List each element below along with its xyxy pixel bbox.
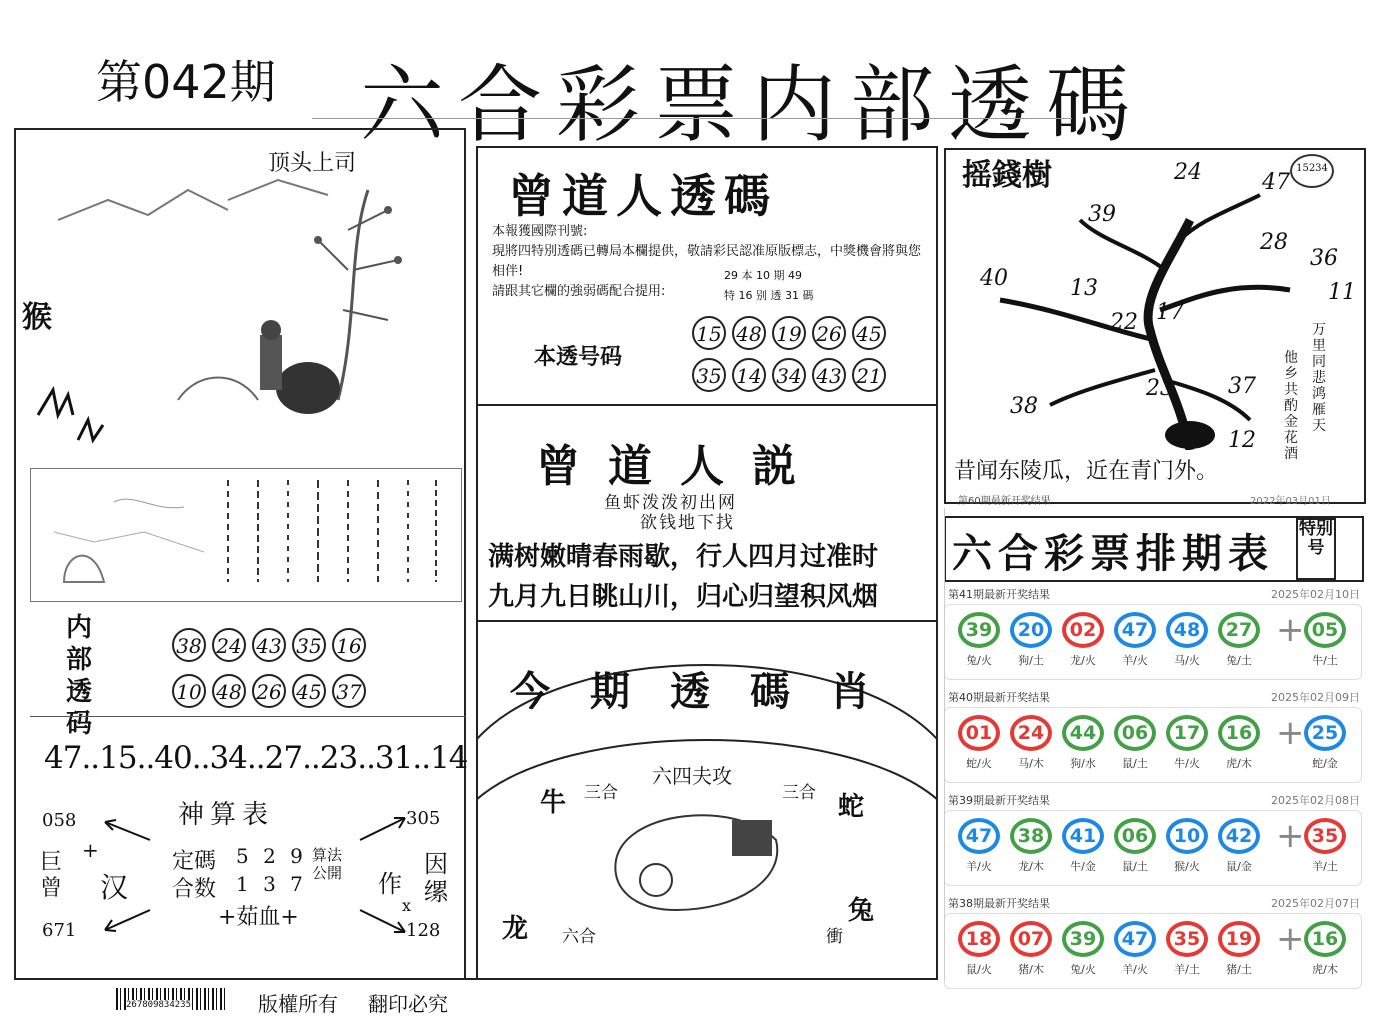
dingma-label: 定碼	[172, 849, 217, 874]
left-mid-char: 汉	[100, 871, 129, 904]
lottery-ball: 24	[1010, 715, 1052, 751]
benqi-num: 15	[692, 316, 726, 350]
cdr-text-3: 請跟其它欄的強弱碼配合提用:	[492, 284, 666, 299]
ball-zodiac: 狗/土	[1018, 654, 1044, 667]
nbtm-num: 26	[252, 674, 286, 708]
ball-zodiac: 羊/火	[966, 860, 992, 873]
lottery-ball: 27	[1218, 612, 1260, 648]
lottery-ball: 01	[958, 715, 1000, 751]
benqi-num: 21	[852, 358, 886, 392]
tree-number: 22	[1110, 310, 1138, 335]
shensuan-title: 神算表	[178, 800, 275, 830]
ball-zodiac: 虎/木	[1226, 757, 1252, 770]
grid-cell: 10	[756, 269, 770, 282]
plus-icon: +	[1276, 610, 1305, 650]
zodiac-niu: 牛	[540, 788, 567, 818]
lottery-ball: 16	[1218, 715, 1260, 751]
nbtm-num: 16	[332, 628, 366, 662]
say-title: 曾道人説	[536, 441, 824, 492]
nbtm-num: 45	[292, 674, 326, 708]
lottery-ball: 18	[958, 921, 1000, 957]
ball-zodiac: 羊/土	[1174, 963, 1200, 976]
grid-cell: 特	[724, 289, 735, 302]
ball-zodiac: 蛇/火	[966, 757, 992, 770]
grid-cell: 本	[741, 269, 753, 282]
cdr-notice	[492, 222, 922, 302]
side-poem-2: 他乡共酌金花酒	[1284, 350, 1298, 462]
special-ball: 25	[1304, 715, 1346, 751]
lottery-ball: 41	[1062, 818, 1104, 854]
tree-number: 23	[1146, 376, 1174, 401]
lottery-ball: 47	[1114, 921, 1156, 957]
draw-header	[948, 689, 1360, 705]
lottery-ball: 10	[1166, 818, 1208, 854]
grid-cell: 别	[756, 289, 767, 302]
grid-cell: 透	[770, 289, 782, 302]
ball-zodiac: 羊/土	[1312, 860, 1338, 873]
zodiac-side: 猴	[22, 300, 52, 335]
ball-zodiac: 虎/木	[1312, 963, 1338, 976]
no-copy: 翻印必究	[368, 992, 448, 1016]
tree-number: 12	[1228, 428, 1256, 453]
benqi-num: 45	[852, 316, 886, 350]
poem-line-2: 九月九日眺山川，归心归望积风烟	[488, 582, 879, 612]
heshu-values: 1 3 7	[236, 872, 307, 896]
ball-zodiac: 鼠/土	[1122, 757, 1148, 770]
benqi-num: 43	[812, 358, 846, 392]
benqi-num: 34	[772, 358, 806, 392]
lottery-ball: 35	[1166, 921, 1208, 957]
small-grid	[724, 266, 854, 306]
vertical-script	[214, 472, 458, 596]
copyright: 版權所有	[258, 992, 338, 1016]
draw-header	[948, 895, 1360, 911]
ball-zodiac: 猴/火	[1174, 860, 1200, 873]
benqi-row-1	[692, 316, 892, 350]
page-title: 六合彩票内部透碼	[360, 56, 1145, 154]
chong-label: 衝	[826, 927, 843, 947]
special-ball: 16	[1304, 921, 1346, 957]
heshu-label: 合数	[172, 877, 217, 902]
draw-date: 2025年02月10日	[1271, 588, 1360, 601]
ball-zodiac: 鼠/火	[966, 963, 992, 976]
ball-zodiac: 狗/水	[1070, 757, 1096, 770]
benqi-row-2	[692, 358, 892, 392]
nbtm-row-1	[172, 628, 372, 662]
old-result-date: 2022年03月01日	[1250, 496, 1331, 507]
bottom-mark: +茹血+	[218, 905, 299, 930]
tree-number: 40	[980, 266, 1008, 291]
special-number-tag: 特别号	[1296, 518, 1336, 580]
lottery-ball: 39	[958, 612, 1000, 648]
tree-number: 13	[1070, 276, 1098, 301]
nbtm-label: 内部透码	[66, 613, 93, 739]
sanhe-1: 三合	[584, 783, 618, 803]
draw-header	[948, 586, 1360, 602]
ball-zodiac: 马/木	[1018, 757, 1044, 770]
sketch-hut	[34, 472, 214, 594]
grid-cell: 29	[724, 269, 738, 282]
dingma-values: 5 2 9	[236, 844, 307, 868]
sequence-numbers: 47..15..40..34..27..23..31..14	[44, 740, 468, 776]
issue-number: 第042期	[96, 55, 276, 109]
poem-line-1: 满树嫩晴春雨歇，行人四月过准时	[488, 542, 879, 572]
ball-zodiac: 牛/火	[1174, 757, 1200, 770]
nbtm-num: 38	[172, 628, 206, 662]
ball-zodiac: 龙/火	[1070, 654, 1096, 667]
special-ball: 05	[1304, 612, 1346, 648]
draw-date: 2025年02月07日	[1271, 897, 1360, 910]
draw-title: 第40期最新开奖结果	[948, 691, 1050, 704]
barcode-number: 267809834235	[126, 1000, 192, 1010]
draw-title: 第41期最新开奖结果	[948, 588, 1050, 601]
benqi-num: 26	[812, 316, 846, 350]
num-tr: 305	[406, 808, 441, 829]
arch-center: 六四夫攻	[652, 764, 732, 788]
bottom-rule	[14, 978, 938, 980]
draw-date: 2025年02月08日	[1271, 794, 1360, 807]
grid-cell: 49	[788, 269, 802, 282]
benqi-num: 19	[772, 316, 806, 350]
tree-number: 47	[1262, 170, 1290, 195]
lottery-ball: 44	[1062, 715, 1104, 751]
cdr-text-2: 現將四特別透碼已轉局本欄提供，敬請彩民認准原版標志，中獎機會將與您相伴!	[492, 244, 922, 279]
divider	[476, 620, 938, 622]
ball-zodiac: 蛇/金	[1312, 757, 1338, 770]
lottery-ball: 48	[1166, 612, 1208, 648]
tree-title: 摇錢樹	[962, 158, 1052, 193]
tree-number: 28	[1260, 230, 1288, 255]
ball-zodiac: 龙/木	[1018, 860, 1044, 873]
title-underline	[312, 108, 1072, 119]
benqi-num: 48	[732, 316, 766, 350]
divider	[944, 508, 945, 980]
plus-icon: +	[1276, 919, 1305, 959]
stamp-seal: 15234	[1290, 154, 1334, 188]
tree-number: 39	[1088, 202, 1116, 227]
divider	[30, 716, 466, 717]
divider	[476, 404, 938, 406]
nbtm-num: 48	[212, 674, 246, 708]
grid-cell: 16	[738, 289, 753, 302]
lottery-ball: 38	[1010, 818, 1052, 854]
zodiac-she: 蛇	[838, 792, 865, 822]
zodiac-long: 龙	[502, 914, 529, 944]
nbtm-num: 37	[332, 674, 366, 708]
lottery-ball: 42	[1218, 818, 1260, 854]
side-poem-1: 万里同悲鸿雁天	[1312, 322, 1326, 434]
sanhe-2: 三合	[782, 783, 816, 803]
ball-zodiac: 兔/土	[1226, 654, 1252, 667]
cdr-title: 曾道人透碼	[508, 169, 778, 223]
tree-poem: 昔闻东陵瓜，近在青门外。	[954, 459, 1219, 484]
old-result-head: 第60期最新开奖结果	[958, 496, 1051, 507]
tree-number: 36	[1310, 246, 1338, 271]
tree-number: 37	[1228, 374, 1256, 399]
ball-zodiac: 兔/火	[966, 654, 992, 667]
plus-icon: +	[1276, 713, 1305, 753]
right-char: 作	[378, 870, 402, 898]
lottery-ball: 39	[1062, 921, 1104, 957]
tree-number: 24	[1174, 160, 1202, 185]
arch-title: 今期透碼肖	[510, 668, 910, 715]
draw-row	[944, 586, 1364, 682]
lottery-ball: 07	[1010, 921, 1052, 957]
x-mark: x	[402, 896, 412, 915]
ball-zodiac: 鼠/金	[1226, 860, 1252, 873]
lottery-ball: 06	[1114, 818, 1156, 854]
draw-title: 第38期最新开奖结果	[948, 897, 1050, 910]
cdr-text-1: 本報獲國際刊號:	[492, 224, 588, 239]
schedule-title: 六合彩票排期表	[952, 531, 1274, 577]
lottery-ball: 17	[1166, 715, 1208, 751]
draw-title: 第39期最新开奖结果	[948, 794, 1050, 807]
nbtm-num: 35	[292, 628, 326, 662]
plus-mark: +	[82, 838, 99, 862]
draw-date: 2025年02月09日	[1271, 691, 1360, 704]
draw-row	[944, 895, 1364, 991]
say-sub-1: 鱼虾泼泼初出网	[604, 493, 737, 513]
lottery-ball: 47	[958, 818, 1000, 854]
liuhe-label: 六合	[562, 927, 596, 947]
grid-cell: 31	[785, 289, 799, 302]
grid-cell: 期	[773, 269, 785, 282]
top-label: 顶头上司	[268, 151, 357, 176]
suanfa-label: 算法公開	[312, 846, 343, 882]
nbtm-num: 43	[252, 628, 286, 662]
ball-zodiac: 兔/火	[1070, 963, 1096, 976]
special-ball: 35	[1304, 818, 1346, 854]
right-mid-chars: 因缧	[424, 850, 448, 906]
lottery-ball: 06	[1114, 715, 1156, 751]
lottery-ball: 02	[1062, 612, 1104, 648]
nbtm-row-2	[172, 674, 372, 708]
ball-zodiac: 鼠/土	[1122, 860, 1148, 873]
draw-row	[944, 792, 1364, 888]
num-br: 128	[406, 920, 441, 941]
plus-icon: +	[1276, 816, 1305, 856]
lottery-ball: 20	[1010, 612, 1052, 648]
benqi-num: 14	[732, 358, 766, 392]
nbtm-num: 10	[172, 674, 206, 708]
landscape-sketch	[28, 170, 448, 460]
ball-zodiac: 马/火	[1174, 654, 1200, 667]
benqi-label: 本透号码	[534, 344, 623, 370]
zodiac-tu: 兔	[848, 896, 875, 926]
lottery-ball: 19	[1218, 921, 1260, 957]
say-sub-2: 欲钱地下找	[640, 513, 735, 533]
benqi-num: 35	[692, 358, 726, 392]
num-tl: 058	[42, 810, 77, 831]
ball-zodiac: 牛/金	[1070, 860, 1096, 873]
ball-zodiac: 牛/土	[1312, 654, 1338, 667]
tree-number: 11	[1328, 280, 1356, 305]
grid-cell: 碼	[802, 289, 814, 302]
draw-header	[948, 792, 1360, 808]
num-bl: 671	[42, 920, 77, 941]
tree-number: 17	[1156, 300, 1184, 325]
draw-row	[944, 689, 1364, 785]
ball-zodiac: 猪/木	[1018, 963, 1044, 976]
ball-zodiac: 羊/火	[1122, 654, 1148, 667]
nbtm-num: 24	[212, 628, 246, 662]
left-chars: 巨曾	[40, 850, 63, 901]
ball-zodiac: 猪/土	[1226, 963, 1252, 976]
ball-zodiac: 羊/火	[1122, 963, 1148, 976]
lottery-ball: 47	[1114, 612, 1156, 648]
tree-number: 38	[1010, 394, 1038, 419]
